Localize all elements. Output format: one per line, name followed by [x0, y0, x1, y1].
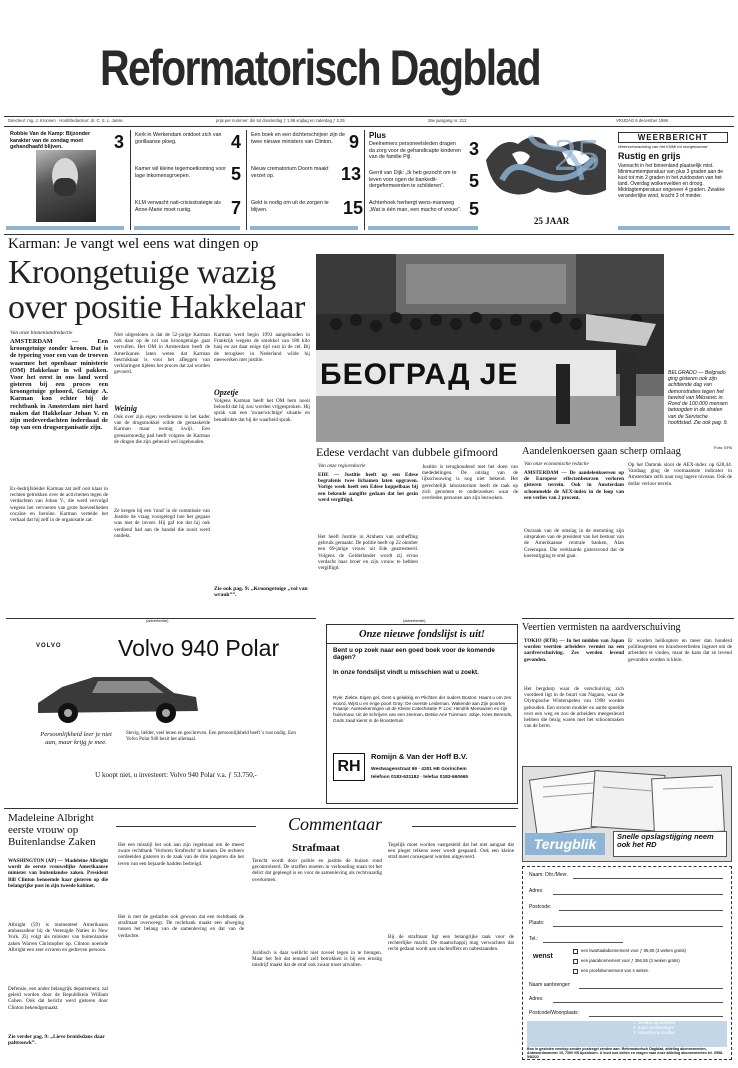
terugblik-stamp: Terugblik	[525, 833, 605, 855]
commentaar-p4: Juridisch is daar wellicht niet zoveel tegen in te brengen. Maar het feit dat iemand zelf betrokken is bij een ernstig misdrijf maakt dat de straf ook zwaar moet uitvallen.	[252, 950, 382, 969]
veertien-headline: Veertien vermisten na aardverschuiving	[522, 622, 681, 633]
info-rule	[4, 126, 734, 127]
label-zip-2: Postcode/Woonplaats:	[529, 1010, 579, 1016]
aandelen-headline: Aandelenkoersen gaan scherp omlaag	[522, 446, 681, 457]
commentaar-rule-right	[412, 826, 516, 827]
option-checkbox[interactable]	[573, 949, 578, 954]
aandelen-byline: Van onze economische redactie	[524, 461, 589, 467]
check-item: 3. Adresstrook invullen	[633, 1029, 676, 1035]
volvo-model: Volvo 940 Polar	[118, 635, 280, 661]
lower-rule	[4, 808, 518, 809]
address-2-input[interactable]	[553, 1002, 723, 1003]
jubilee-label: 25 JAAR	[534, 216, 570, 226]
aandelen-body-2: Op het Damrak sloot de AEX-index op 628,44. Vandaag ging de voornaamste indicator in Amsterdam zelfs naar nog lagere niveaus. Ook de dollar verloor terrein.	[628, 462, 732, 487]
teaser-page-number: 3	[114, 132, 125, 152]
teaser-5[interactable]: Een boek en een dichterschrijver zijn de twee nieuwe ministers van Clinton.	[251, 132, 345, 145]
check-list	[633, 1021, 729, 1035]
option-2[interactable]	[573, 959, 729, 964]
teasers-col-4	[364, 130, 480, 230]
masthead-rule	[4, 116, 734, 117]
fondslijst-question: Bent u op zoek naar een goed boek voor de komende dagen?	[333, 647, 495, 662]
teaser-10[interactable]: Achterhoek herbergt wens-marsweg „Wat is één man, een macho of vrouw”.	[369, 200, 462, 213]
teaser-2[interactable]: Kerk in Werkendam ontdoet zich van gorillaanse ploeg.	[135, 132, 222, 145]
weather-box	[616, 130, 732, 230]
volvo-text: Stevig, helder, veel lenen en geschreven. Een persoonlijkheid heeft 's rust nodig. Een Volvo Polar 940 bezit het allemaal.	[126, 731, 296, 743]
option-checkbox[interactable]	[573, 959, 578, 964]
teaser-1[interactable]	[6, 130, 128, 226]
albright-headline: Madeleine Albright eerste vrouw op Buitenlandse Zaken	[8, 812, 96, 849]
veertien-intro: TOKIO (RTR) — In het midden van Japan worden veertien arbeiders vermist na een aardverschuiving. Zes werden levend gevonden.	[524, 638, 624, 663]
teasers-col-2	[130, 130, 244, 230]
name-input[interactable]	[573, 878, 723, 879]
aandelen-body: Oorzaak van de omslag in de stemming zijn uitspraken van de president van het bestuur van de Amerikaanse centrale banken, Alan Greenspan. Die verklaarde gisteravond dat de koersstijging te snel gaat.	[524, 528, 624, 559]
commentaar-rule-left	[116, 826, 256, 827]
weather-text: Vannacht in het binnenland plaatselijk mist. Minimumtemperatuur van plus 3 graden aan de kust tot min 2 graden in het zuidoosten van het land. Overdag wolkenvelden en droog. Middagtemperatuur ongeveer 4 graden. Zwakke veranderlijke wind, kracht 3 of minder.	[618, 163, 725, 199]
teaser-8-number: 3	[469, 139, 480, 159]
teaser-5-number: 9	[349, 132, 360, 152]
romijn-name: Romijn & Van der Hoff B.V.	[371, 752, 468, 761]
teaser-bar-1	[6, 226, 124, 230]
label-tel: Tel.:	[529, 936, 539, 942]
option-3[interactable]	[573, 969, 729, 974]
tel-input[interactable]	[543, 942, 623, 943]
info-date: VRIJDAG 6 december 1996	[616, 118, 668, 123]
albright-body-2: Defensie, een ander belangrijk departement, zal geleid worden door de Republikein William Cohen. Ook dat bericht werd gisteren door Clinton bekendgemaakt.	[8, 986, 108, 1011]
commentaar-p5: Tegelijk moet worden vastgesteld dat het niet aangaat dat een pleger telkens weer wordt gespaard. Ook een kleine straf moet consequent worden uitgevoerd.	[388, 842, 514, 861]
veertien-body: Het bergdorp waar de verschuiving zich voordeed ligt in de buurt van Nagano, waar de Olympische Winterspelen van 1998 worden gehouden. Een stroom modder en aarde spoelde over een weg en zou de arbeiders meegesleurd hebben die bezig waren met het schoonmaken van de berm.	[524, 686, 624, 730]
lead-reference[interactable]: Zie ook pag. 9: „Kroongetuige „vol van wrauk””.	[214, 586, 308, 599]
label-address: Adres:	[529, 888, 544, 894]
commentaar-p6: Bij de strafmaat ligt een belangrijke taak voor de rechterlijke macht. De maatschappij mag verwachten dat recht gedaan wordt aan slachtoffers en nabestaanden.	[388, 934, 514, 953]
volvo-ad[interactable]	[6, 618, 316, 804]
wenst-label: wenst	[533, 953, 553, 960]
masthead-title: Reformatorisch Dagblad	[100, 40, 541, 96]
zip-input[interactable]	[559, 910, 723, 911]
teaser-4[interactable]: KLM verwacht nati-crisisstrategie als Anne-Marie moet rustig.	[135, 200, 221, 213]
option-label: een kwartaalabonnement voor ƒ 95,85 (3 weken gratis)	[581, 948, 687, 953]
top-section-rule	[4, 234, 734, 235]
lead-byline: Van onze binnenlandredactie	[10, 330, 73, 336]
fondslijst-question-2: In onze fondslijst vindt u misschien wat u zoekt.	[333, 669, 479, 676]
lead-body-5: Karman werd begin 1993 aangehouden in Frankrijk wegens de smokkel van 180 kilo hasj en zat daar enige tijd vast in de cel. Bij de terugkeer in Nederland wilde hij meewerken met justitie.	[214, 332, 310, 363]
teaser-9-number: 5	[469, 171, 480, 191]
lead-headline: Kroongetuige wazig over positie Hakkelaar	[8, 254, 305, 326]
albright-reference[interactable]: Zie verder pag. 9: „Lieve bruidsdans daar paltrouwk”.	[8, 1034, 105, 1047]
teaser-7[interactable]: Geld is nodig om uit de zorgen te blijven.	[251, 200, 329, 213]
teaser-6[interactable]: Nieuw crematorium Doorn maakt verzet op.	[251, 166, 329, 179]
photo-credit: Foto: EPA	[714, 445, 732, 450]
commentaar-label: Commentaar	[288, 814, 382, 834]
check-item: 2. Kaart overhandigen	[633, 1024, 675, 1030]
info-mid: prijs per nummer: din tot donderdag ƒ 1,95 vrijdag en zaterdag ƒ 2,25	[216, 118, 345, 123]
label-address-2: Adres:	[529, 996, 544, 1002]
teaser-bar-3	[250, 226, 358, 230]
label-place: Plaats:	[529, 920, 545, 926]
albright-body: Albright (59) is momenteel Amerikaans ambassadeur bij de Verenigde Naties in New York. Zij volgt als minister van buitenlandse zaken Warren Christopher op. Clinton noemde Albright een zeer ervaren en gedreven persoon.	[8, 922, 108, 953]
edese-intro: EDE — Justitie heeft op een Edese begrafenis twee lichamen laten opgraven. Vorige week heeft een Edese koppelbaas bij een bekende aangifte gedaan dat het gezin werd vergiftigd.	[318, 472, 418, 503]
fondslijst-heading: Onze nieuwe fondslijst is uit!	[327, 629, 517, 644]
info-vol: 26e jaargang nr. 212	[428, 118, 467, 123]
info-left: Directeur: mg. J. Kroonen · Hoofdredacteur: dr. C. S. L. Janse	[8, 118, 123, 123]
teaser-10-number: 5	[469, 199, 480, 219]
edese-body: Het heeft Justitie in Arnhem van ontheffing gebruik gemaakt. De politie heeft op 22 oktober een 69-jarige vrouw uit Ede gearresteerd. Volgens de Gelderlander wordt zij ervan verdacht haar broer en zijn vrouw te hebben vergiftigd.	[318, 534, 418, 572]
commentaar-p2: Het is met de gedachte ook gewoon dat een rechtbank de strafmaat overweegt. De rechtbank maakt een afweging tussen het belang van de samenleving en dat van de verdachte.	[118, 914, 244, 939]
edese-byline: Van onze regioredactie	[318, 463, 366, 469]
teaser-7-number: 15	[343, 198, 364, 218]
weather-heading: Rustig en grijs	[618, 151, 681, 161]
lead-intro: AMSTERDAM — Een kroongetuige zonder kroon. Dat is de typering voor een van de troeven waarmee het openbaar ministerie (OM) Hakkelaar in wil pakken. Voor het eerst in ons land werd gisteren bij een proces een kroongetuige gehoord, Getuige A. Karman kon echter bij de rechtbank in Amsterdam niet hard maken dat Hakkelaar Johan V. en zijn medeverdachten inderdaad de top van een drugsorganisatie zijn.	[10, 338, 108, 432]
volvo-brand: VOLVO	[36, 643, 62, 649]
lead-body-4: Ze kregen bij een 'rond' in de commissie van Justitie de vraag voorgelegd hoe het gegaan was met de invoer. Hij gaf toe dat hij ook verdiend had aan de handel die nooit werd ontdekt.	[114, 508, 210, 539]
lead-kicker: Karman: Je vangt wel eens wat dingen op	[8, 236, 259, 252]
label-name: Naam: Dhr./Mevr.	[529, 872, 568, 878]
romijn-logo: RH	[333, 753, 365, 781]
teaser-text: Robbie Van de Kamp: Bijzonder karakter van de zondag moet gehandhaafd blijven.	[10, 131, 91, 151]
jubilee-box	[482, 40, 614, 232]
romijn-phone: telefoon 0183-631182 · telefax 0183-660665	[371, 775, 469, 780]
option-label: een jaarabonnement voor ƒ 356,55 (3 weken gratis)	[581, 958, 680, 963]
label-zip: Postcode:	[529, 904, 552, 910]
veertien-body-2: Er worden helikopters en meer dan honderd politieagenten en brandweerlieden ingezet om de arbeiders te vinden, maar de kans dat ze levend gevonden worden is klein.	[628, 638, 732, 663]
fondslijst-authors: Ryle: Ziekte, Eigen gel, Gent u gelukkig en Plichten der ouders Boston: Haant u om zen woord, Wijst u en enge poort Gray: De overste Leideman, Wakende aan Zijn poorten Fraanje: Aanteekeningen uit de Kleine Catechisatie P. Los: Hendrik Meeuwsen en zijn huisvrouw, Uit de schrijven van een zeeman, Betsie Arie Tuinman: Jobje, Kees Berends, Gods zaad kiemt in de kloostertuin	[333, 695, 513, 723]
coupon-footer: Bon in gesloten envelop zonder postzegel zenden aan: Reformatorisch Dagblad, afdeling abonnementen, Antwoordnummer 10, 7300 VB Apeldoorn. U kunt ook bellen en vragen naar onze afdeling abonnementen tel. 0558-546222	[527, 1047, 724, 1060]
option-label: een proefabonnement van 4 weken	[581, 968, 649, 973]
option-1[interactable]	[573, 949, 729, 954]
mid-rule-right	[522, 618, 734, 619]
teaser-4-number: 7	[231, 198, 242, 218]
teaser-bar-2	[134, 226, 240, 230]
option-checkbox[interactable]	[573, 969, 578, 974]
terugblik-photo	[522, 766, 732, 862]
masthead	[0, 0, 738, 118]
albright-intro: WASHINGTON (AP) — Madeleine Albright wordt de eerste vrouwelijke Amerikaanse minister van buitenlandse zaken. President Bill Clinton benoemde haar gisteren op die belangrijke post in zijn tweede kabinet.	[8, 858, 108, 889]
volvo-car-illustration	[32, 663, 202, 725]
portrait-photo	[36, 150, 96, 222]
edese-headline: Edese verdacht van dubbele gifmoord	[316, 445, 498, 459]
check-item: 1. Invullen op voorkant	[633, 1020, 676, 1025]
teaser-8[interactable]: Deelnemers personeelsleden dragen da zorg voor de gehandicapte kinderen van de familie Pijl.	[369, 141, 461, 161]
edese-body-2: Justitie is terughoudend met het doen van mededelingen. De uitslag van de lijkschouwing is nog niet bekend. Het gerechtelijk laboratorium heeft de taak op zich genomen te onderzoeken waar de overleden personen aan zijn bezweken.	[422, 464, 518, 502]
weather-bar	[618, 226, 730, 230]
romijn-ad[interactable]	[326, 618, 518, 804]
teaser-bar-4	[368, 226, 478, 230]
volvo-slogan: Persoonlijkheid leer je niet aan, maar krijg je mee.	[40, 731, 112, 746]
teasers-col-3	[246, 130, 362, 230]
terugblik-banner: Snelle opslagstijging neem ook het RD	[613, 831, 727, 857]
place-input[interactable]	[553, 926, 723, 927]
lead-body-6: Volgens Karman heeft het OM hem nooit beloofd dat hij zou worden vrijgesproken. Hij sprak van een 'zwaarwichtige' situatie en benadrukte dat hij de waarheid sprak.	[214, 398, 310, 423]
photo-caption: BELGRADO — Belgrado ging gisteren ook zijn achttiende dag van demonstraties tegen het bewind van Milosevic in. Rond de 100.000 mensen betoogden in de straten van de Servische hoofdstad. Zie ook pag. 9.	[668, 370, 728, 426]
teaser-3-number: 5	[231, 164, 242, 184]
lead-body-2: Niet uitgesloten is dat de 52-jarige Karman ook daar op de rol van kroongetuige gaat vervullen. Het OM in Amsterdam heeft de Amerikanen laten weten dat Karman beschikbaar is voor het afleggen van verklaringen tijdens het proces dat zal worden gevoerd.	[114, 332, 210, 376]
lead-body-3: Ook over zijn eigen verdiensten in het kader van de drugsmokkel wilde de gemaskerde Karman maar weinig kwijt. Een grensarmoedig pad heeft volgens de Karman de dingen die zijn gebeurd wel ingehouden.	[114, 414, 210, 445]
belgrado-photo	[316, 254, 664, 442]
referrer-input[interactable]	[579, 988, 723, 989]
strafmaat-heading: Strafmaat	[292, 842, 340, 854]
volvo-price: U koopt niet, u investeert: Volvo 940 Polar v.a. ƒ 53.750,-	[95, 771, 257, 779]
commentaar-p1: Het een misstijl het ook aan zijn regelmaat om de meest zware rechtbank 'Verloren Strafrecht' te komen. De rechters oordeelden gisteren in de zaak van de drie jongeren die het leven van een bejaarde hadden bedreigd.	[118, 842, 244, 867]
weather-issuer: Weersverwachting van het KNMI tot morgenavond	[618, 144, 708, 149]
lead-body-1: Ex-bedrijfsleider Karman zat zelf ooit klaar in rechten getrokken over de activiteiten tegen de verdachten van Johan V., die werd vervolgd wegens het vervoeren van grote hoeveelheden cocaïne en heroïne. Karman vertelde het verhaal dat hij zelf in de organisatie zat.	[10, 486, 108, 524]
teaser-9[interactable]: Gerrit van Dijk: „Ik heb gezocht om te leven voor ogen de bankedit-dergeformeerden te schilderen”.	[369, 170, 457, 190]
aandelen-intro: AMSTERDAM — De aandelenkoersen op de Europese effectenbeurzen verloren gisteren terrein. Ook in Amsterdam schommelde de AEX-index in de loop van een verlies van 2 procent.	[524, 470, 624, 501]
world-map-graphic	[482, 40, 614, 232]
commentaar-p3: Terecht wordt door politie en justitie de buizen rond gecontroleerd. De straffen moeten in verhouding staan tot het delict dat gepleegd is en voor de samenleving als rechtvaardig overkomen.	[252, 858, 382, 883]
svg-text:25: 25	[554, 129, 600, 180]
teaser-6-number: 13	[341, 164, 362, 184]
romijn-address: Westwagenstraat 69 · 4201 HE Gorinchem	[371, 767, 467, 772]
ad-tag: (advertentie)	[146, 618, 169, 623]
weather-label: WEERBERICHT	[618, 132, 728, 143]
crowd-illustration	[316, 254, 664, 442]
teaser-2-number: 4	[231, 132, 242, 152]
address-input[interactable]	[553, 894, 723, 895]
masthead-infobar	[4, 118, 734, 126]
photo-banner-text: БЕОГРАД ЈЕ	[320, 358, 519, 391]
portrait-beard	[54, 178, 76, 196]
label-referrer: Naam aanbrenger:	[529, 982, 571, 988]
lead-subhead-1: Weinig	[114, 404, 137, 413]
teaser-3[interactable]: Kamer wil kleine tegemoetkoming voor lage inkomensgroepen.	[135, 166, 226, 179]
plus-heading: Plus	[369, 131, 386, 140]
subscription-coupon	[522, 866, 732, 1060]
zip-2-input[interactable]	[589, 1016, 723, 1017]
ad-tag-2: (advertentie)	[403, 618, 426, 623]
lead-subhead-2: Opzetje	[214, 388, 239, 397]
